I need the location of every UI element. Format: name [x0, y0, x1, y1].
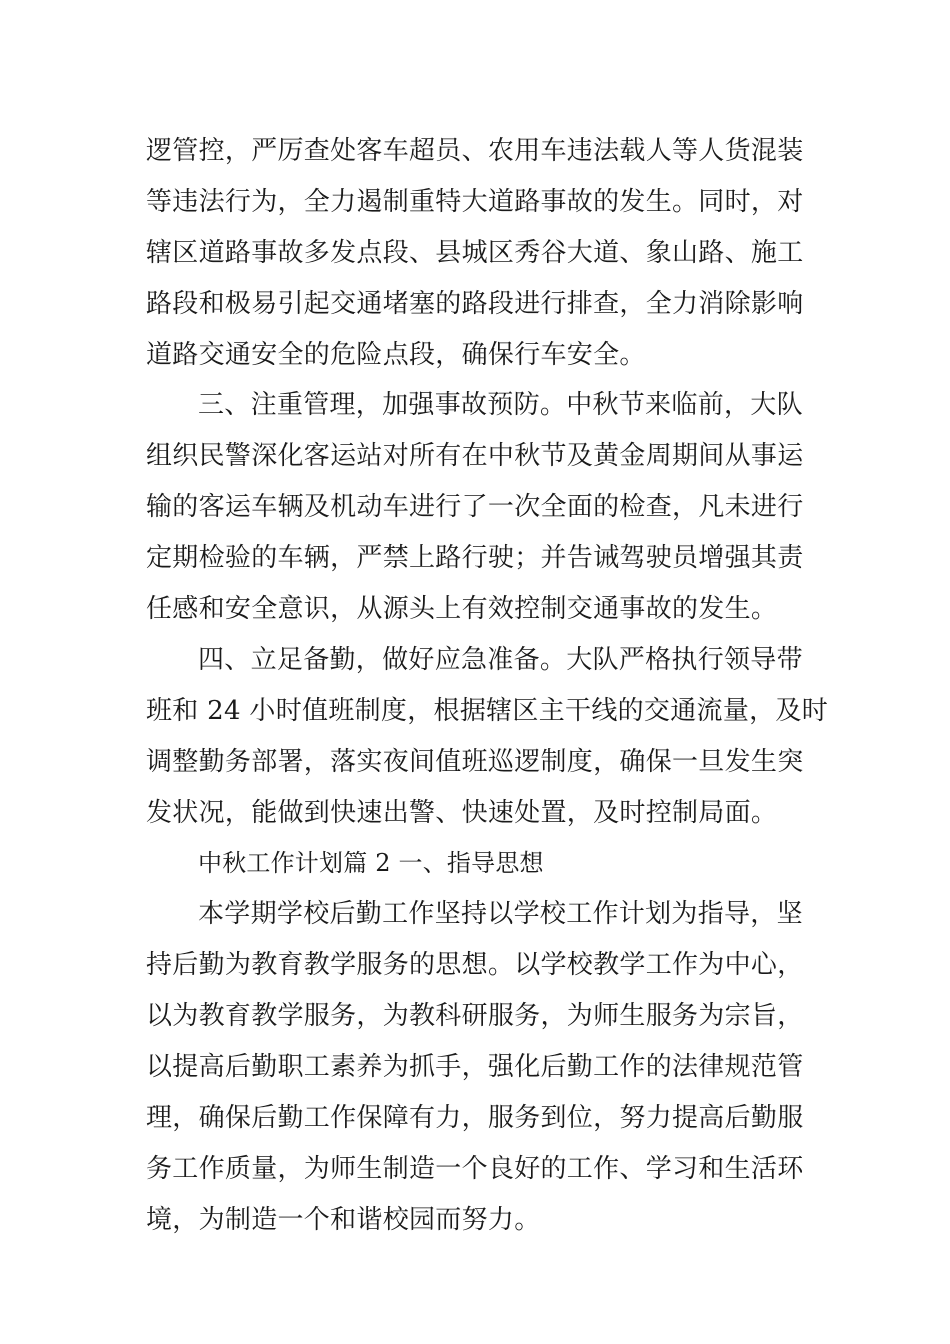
paragraph-start-line: 本学期学校后勤工作坚持以学校工作计划为指导，坚 — [198, 899, 803, 930]
text-line: 发状况，能做到快速出警、快速处置，及时控制局面。 — [146, 797, 778, 828]
text-line: 等违法行为，全力遏制重特大道路事故的发生。同时，对 — [146, 186, 804, 217]
paragraph-start-line: 四、立足备勤，做好应急准备。大队严格执行领导带 — [198, 644, 803, 675]
paragraph-start-line: 三、注重管理，加强事故预防。中秋节来临前，大队 — [198, 390, 803, 421]
text-line: 调整勤务部署，落实夜间值班巡逻制度，确保一旦发生突 — [146, 746, 804, 777]
text-line: 以提高后勤职工素养为抓手，强化后勤工作的法律规范管 — [146, 1052, 804, 1083]
text-line: 任感和安全意识，从源头上有效控制交通事故的发生。 — [146, 594, 778, 625]
text-line: 班和 24 小时值班制度，根据辖区主干线的交通流量，及时 — [146, 695, 829, 726]
text-line: 境，为制造一个和谐校园而努力。 — [146, 1204, 541, 1235]
text-line: 逻管控，严厉查处客车超员、农用车违法载人等人货混装 — [146, 136, 804, 166]
text-line: 输的客运车辆及机动车进行了一次全面的检查，凡未进行 — [146, 492, 804, 523]
section-heading: 中秋工作计划篇 2 一、指导思想 — [198, 849, 544, 878]
text-line: 辖区道路事故多发点段、县城区秀谷大道、象山路、施工 — [146, 237, 804, 268]
text-line: 务工作质量，为师生制造一个良好的工作、学习和生活环 — [146, 1153, 804, 1184]
text-line: 以为教育教学服务，为教科研服务，为师生服务为宗旨， — [146, 1001, 804, 1032]
text-line: 持后勤为教育教学服务的思想。以学校教学工作为中心， — [146, 950, 804, 981]
text-line: 理，确保后勤工作保障有力，服务到位，努力提高后勤服 — [146, 1102, 804, 1133]
document-body — [146, 126, 829, 1246]
text-line: 组织民警深化客运站对所有在中秋节及黄金周期间从事运 — [146, 441, 804, 472]
text-line: 道路交通安全的危险点段，确保行车安全。 — [146, 339, 646, 370]
text-line: 路段和极易引起交通堵塞的路段进行排查，全力消除影响 — [146, 288, 804, 319]
text-line: 定期检验的车辆，严禁上路行驶；并告诫驾驶员增强其责 — [146, 543, 804, 574]
